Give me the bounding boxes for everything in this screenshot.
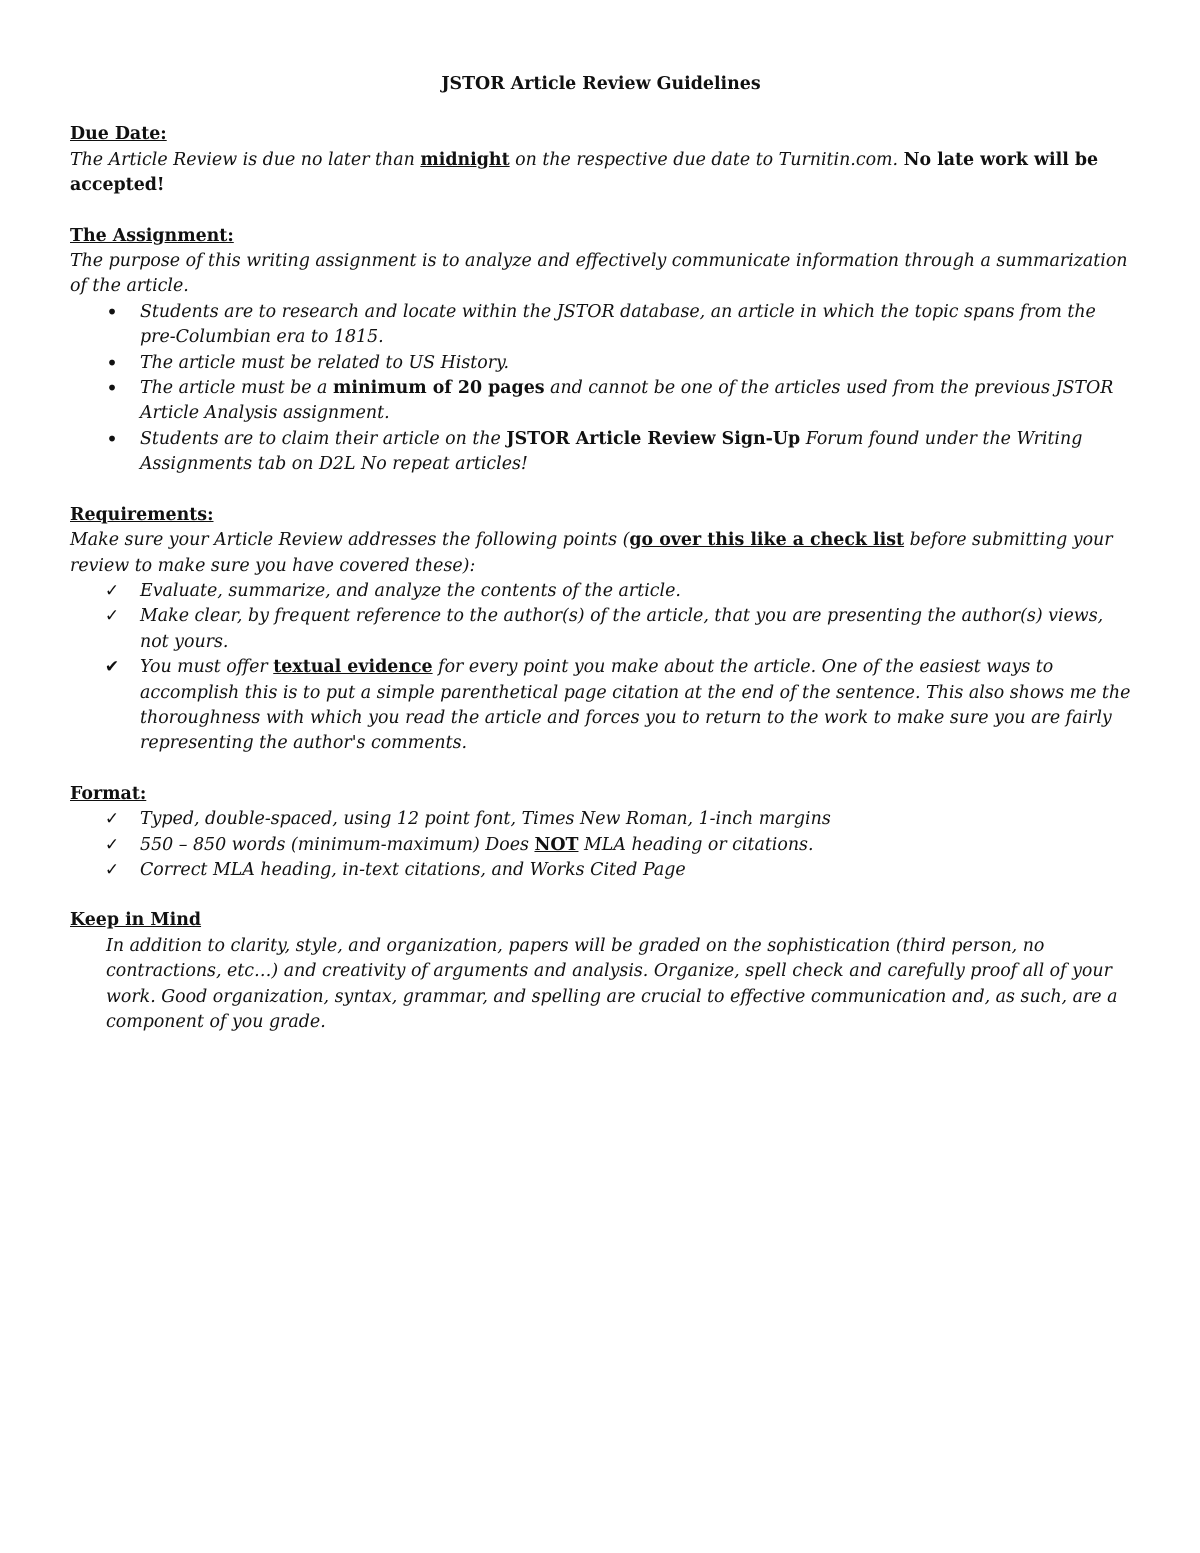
list-item-text: Forum found under the Writing Assignments tab on D2L No repeat articles! bbox=[140, 428, 1083, 475]
checkmark-icon: ✓ bbox=[104, 809, 120, 830]
list-item bbox=[70, 579, 1132, 604]
list-item bbox=[70, 376, 1132, 427]
list-item bbox=[70, 427, 1132, 478]
list-item-text: Evaluate, summarize, and analyze the contents of the article. bbox=[140, 580, 681, 601]
bullet-icon: • bbox=[106, 376, 118, 401]
due-late-notice: No late work will be accepted! bbox=[70, 149, 1099, 196]
requirements-intro-part1: Make sure your Article Review addresses the following points ( bbox=[70, 530, 630, 551]
textual-evidence-emphasis: textual evidence bbox=[273, 657, 433, 678]
list-item bbox=[70, 300, 1132, 351]
list-item-text: Typed, double-spaced, using 12 point font, Times New Roman, 1-inch margins bbox=[140, 809, 831, 830]
min-pages-emphasis: minimum of 20 pages bbox=[332, 378, 545, 399]
checklist-emphasis: go over this like a check list bbox=[629, 530, 905, 551]
checkmark-icon: ✓ bbox=[104, 606, 120, 627]
checkmark-icon: ✓ bbox=[104, 580, 120, 601]
list-item bbox=[70, 833, 1132, 858]
list-item bbox=[70, 351, 1132, 376]
keep-in-mind-body: In addition to clarity, style, and organization, papers will be graded on the sophistication (third person, no contractions, etc…) and creativity of arguments and analysis. Organize, spell check and carefully proof all of your work. Good organization, syntax, grammar, and spelling are crucial to effective communication and, as such, are a component of you grade. bbox=[106, 935, 1118, 1032]
list-item bbox=[70, 604, 1132, 655]
list-item bbox=[70, 807, 1132, 832]
due-date-section bbox=[70, 122, 1132, 198]
bullet-icon: • bbox=[106, 426, 118, 451]
checkmark-bold-icon: ✔ bbox=[104, 657, 120, 678]
requirements-section bbox=[70, 503, 1132, 757]
assignment-section bbox=[70, 224, 1132, 478]
format-section bbox=[70, 782, 1132, 884]
keep-in-mind-heading: Keep in Mind bbox=[70, 910, 202, 931]
document-page bbox=[70, 72, 1132, 1060]
checkmark-icon: ✓ bbox=[104, 834, 120, 855]
list-item-text: The article must be a bbox=[140, 378, 333, 399]
requirements-heading: Requirements: bbox=[70, 504, 214, 525]
signup-forum-emphasis: JSTOR Article Review Sign-Up bbox=[506, 428, 801, 449]
checkmark-icon: ✓ bbox=[104, 859, 120, 880]
list-item-text: Students are to research and locate within the JSTOR database, an article in which the topic spans from the pre-Columbian era to 1815. bbox=[140, 301, 1096, 348]
assignment-intro: The purpose of this writing assignment is to analyze and effectively communicate information through a summarization of the article. bbox=[70, 251, 1128, 297]
requirements-intro bbox=[70, 528, 1132, 579]
list-item-text: Make clear, by frequent reference to the author(s) of the article, that you are presenting the author(s) views, not yours. bbox=[140, 606, 1104, 652]
assignment-heading: The Assignment: bbox=[70, 225, 234, 246]
format-check-list bbox=[70, 807, 1132, 883]
due-text-part2: on the respective due date to Turnitin.com. bbox=[509, 149, 904, 170]
document-title: JSTOR Article Review Guidelines bbox=[441, 74, 761, 94]
list-item-text: and cannot be one of the articles used from the previous JSTOR Article Analysis assignment. bbox=[140, 378, 1114, 424]
due-date-text bbox=[70, 148, 1132, 199]
format-heading: Format: bbox=[70, 783, 147, 804]
not-emphasis: NOT bbox=[534, 834, 579, 855]
list-item bbox=[70, 858, 1132, 883]
list-item bbox=[70, 655, 1132, 757]
assignment-bullet-list bbox=[70, 300, 1132, 478]
requirements-check-list bbox=[70, 579, 1132, 757]
due-text-part1: The Article Review is due no later than bbox=[70, 149, 421, 170]
due-date-heading: Due Date: bbox=[70, 124, 167, 145]
list-item-text: 550 – 850 words (minimum-maximum) Does bbox=[140, 834, 535, 855]
list-item-text: Students are to claim their article on the bbox=[140, 428, 507, 449]
due-midnight: midnight bbox=[420, 149, 510, 170]
list-item-text: for every point you make about the article. One of the easiest ways to accomplish this is to put a simple parenthetical page citation at the end of the sentence. This also shows me the thoroughness with which you read the article and forces you to return to the work to make sure you are fairly representing the author's comments. bbox=[140, 657, 1131, 754]
list-item-text: Correct MLA heading, in-text citations, and Works Cited Page bbox=[140, 859, 686, 880]
list-item-text: MLA heading or citations. bbox=[578, 834, 814, 855]
requirements-intro-part2: before submitting your review to make sure you have covered these): bbox=[70, 530, 1113, 576]
list-item-text: You must offer bbox=[140, 657, 274, 678]
list-item-text: The article must be related to US History. bbox=[140, 352, 510, 373]
bullet-icon: • bbox=[106, 299, 118, 324]
keep-in-mind-section bbox=[70, 908, 1132, 1035]
bullet-icon: • bbox=[106, 350, 118, 375]
